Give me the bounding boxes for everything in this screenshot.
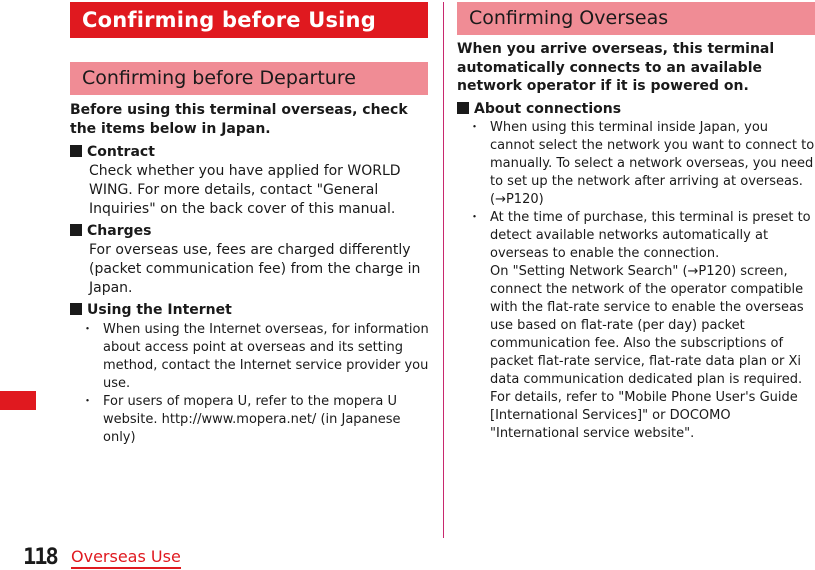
square-bullet-icon <box>70 303 82 315</box>
section-connections <box>457 100 815 443</box>
list-item-continuation: On "Setting Network Search" (→P120) screen, connect the network of the operator compatible with the flat-rate service to enable the overseas use based on flat-rate (per day) packet communication fee. Also the subscriptions of packet flat-rate service, flat-rate data plan or Xi data communication dedicated plan is required. For details, refer to "Mobile Phone User's Guide [International Services]" or DOCOMO "International service website". <box>490 264 804 441</box>
charges-text: For overseas use, fees are charged differently (packet communication fee) from the charge in Japan. <box>89 242 421 296</box>
chapter-index-tab <box>0 391 36 410</box>
section-charges <box>70 222 429 298</box>
footer-section-link[interactable]: Overseas Use <box>71 547 181 569</box>
connections-heading-label: About connections <box>474 101 622 117</box>
charges-heading <box>70 222 429 241</box>
square-bullet-icon <box>70 224 82 236</box>
square-bullet-icon <box>457 102 469 114</box>
contract-heading-label: Contract <box>87 144 155 160</box>
list-item: ・ When using this terminal inside Japan, you cannot select the network you want to connect to manually. To select a network overseas, you need to set up the network after arriving at overseas. (→P120) <box>457 119 815 209</box>
contract-heading <box>70 143 429 162</box>
list-item: ・ When using the Internet overseas, for information about access point at overseas and its setting method, contact the Internet service provider you use. <box>70 321 429 393</box>
departure-lead: Before using this terminal overseas, check the items below in Japan. <box>70 102 408 137</box>
connections-heading <box>457 100 815 119</box>
page-main-title: Confirming before Using <box>70 2 428 38</box>
internet-heading-label: Using the Internet <box>87 302 232 318</box>
overseas-lead: When you arrive overseas, this terminal automatically connects to an available network operator if it is powered on. <box>457 41 775 94</box>
section-contract <box>70 143 429 219</box>
connections-bullet-list <box>457 119 815 443</box>
list-item: ・ At the time of purchase, this terminal is preset to detect available networks automatically at overseas to enable the connection. <box>457 209 815 263</box>
internet-heading <box>70 301 429 320</box>
charges-heading-label: Charges <box>87 223 152 239</box>
section-internet <box>70 301 429 447</box>
contract-text: Check whether you have applied for WORLD WING. For more details, contact "General Inquiries" on the back cover of this manual. <box>89 163 401 217</box>
internet-bullet-list <box>70 321 429 447</box>
square-bullet-icon <box>70 145 82 157</box>
column-divider <box>443 2 444 538</box>
page-number: 118 <box>23 545 57 570</box>
list-item: ・ For users of mopera U, refer to the mopera U website. http://www.mopera.net/ (in Japanese only) <box>70 393 429 447</box>
section-title-overseas: Confirming Overseas <box>457 2 815 35</box>
section-title-departure: Confirming before Departure <box>70 62 428 95</box>
